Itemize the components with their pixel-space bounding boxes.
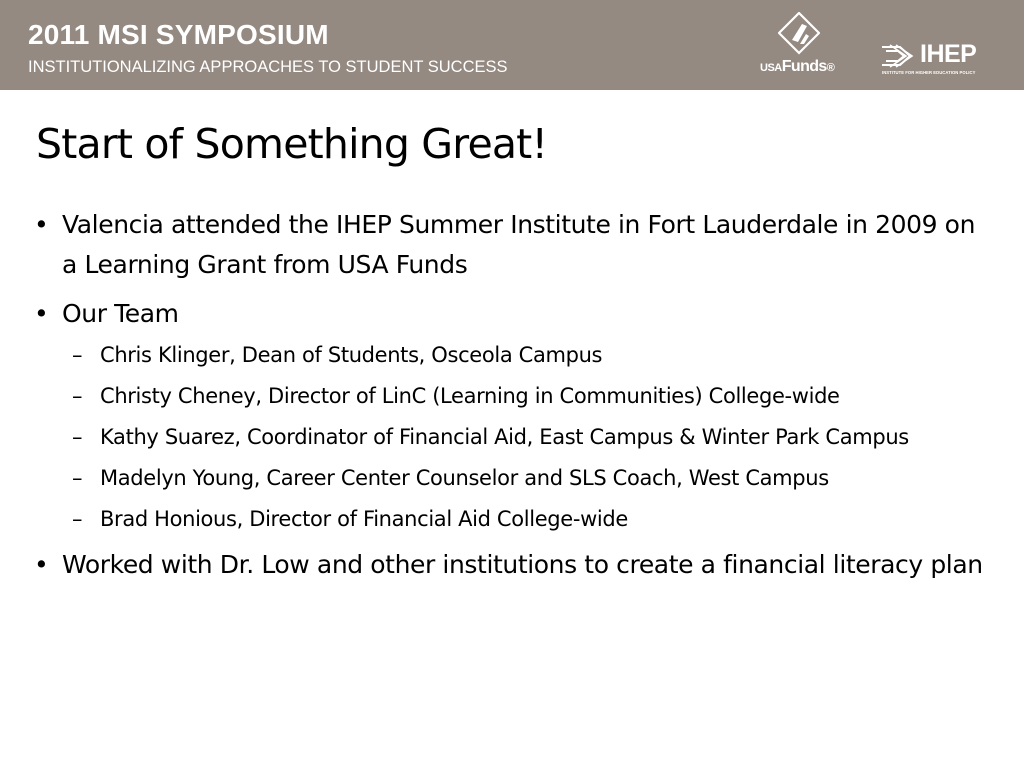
sub-bullet-text: Kathy Suarez, Coordinator of Financial Aid, East Campus & Winter Park Campus xyxy=(100,425,909,449)
sub-bullet-text: Christy Cheney, Director of LinC (Learning in Communities) College-wide xyxy=(100,384,840,408)
sub-bullet-item xyxy=(72,502,994,536)
sub-bullet-marker: – xyxy=(72,425,83,449)
ihep-tagline: INSTITUTE FOR HIGHER EDUCATION POLICY xyxy=(882,70,976,75)
sub-bullet-marker: – xyxy=(72,343,83,367)
sub-bullet-marker: – xyxy=(72,507,83,531)
sub-bullet-text: Brad Honious, Director of Financial Aid College-wide xyxy=(100,507,628,531)
usa-funds-text-funds: Funds xyxy=(781,58,827,75)
sub-bullet-item xyxy=(72,379,994,413)
symposium-title: 2011 MSI SYMPOSIUM xyxy=(28,19,329,50)
sub-bullet-item xyxy=(72,461,994,495)
symposium-subtitle: INSTITUTIONALIZING APPROACHES TO STUDENT SUCCESS xyxy=(28,58,508,76)
bullet-marker: • xyxy=(34,299,49,328)
bullet-marker: • xyxy=(34,210,49,239)
slide-title: Start of Something Great! xyxy=(36,120,548,168)
bullet-text: Our Team xyxy=(62,299,179,328)
header-banner xyxy=(0,0,1024,90)
usa-funds-registered-mark: ® xyxy=(826,62,835,74)
sub-bullet-text: Chris Klinger, Dean of Students, Osceola Campus xyxy=(100,343,603,367)
bullet-item xyxy=(34,545,994,585)
ihep-swoosh-icon xyxy=(880,43,918,69)
sub-bullet-item xyxy=(72,420,994,454)
bullet-item xyxy=(34,205,994,285)
sub-bullet-text: Madelyn Young, Career Center Counselor and SLS Coach, West Campus xyxy=(100,466,829,490)
bullet-list xyxy=(34,205,994,585)
sub-bullet-marker: – xyxy=(72,384,83,408)
usa-funds-text-usa: USA xyxy=(760,62,782,74)
sub-bullet-marker: – xyxy=(72,466,83,490)
bullet-item xyxy=(34,294,994,334)
sub-bullet-item xyxy=(72,338,994,372)
ihep-wordmark: IHEP xyxy=(920,40,977,68)
bullet-text: Worked with Dr. Low and other institutions to create a financial literacy plan xyxy=(62,550,983,579)
bullet-marker: • xyxy=(34,550,49,579)
bullet-text: Valencia attended the IHEP Summer Institute in Fort Lauderdale in 2009 on a Learning Grant from USA Funds xyxy=(62,210,976,279)
usa-funds-diamond-icon xyxy=(778,12,820,56)
ihep-logo xyxy=(880,40,1000,76)
usa-funds-wordmark xyxy=(760,58,834,77)
usa-funds-logo xyxy=(758,12,840,78)
